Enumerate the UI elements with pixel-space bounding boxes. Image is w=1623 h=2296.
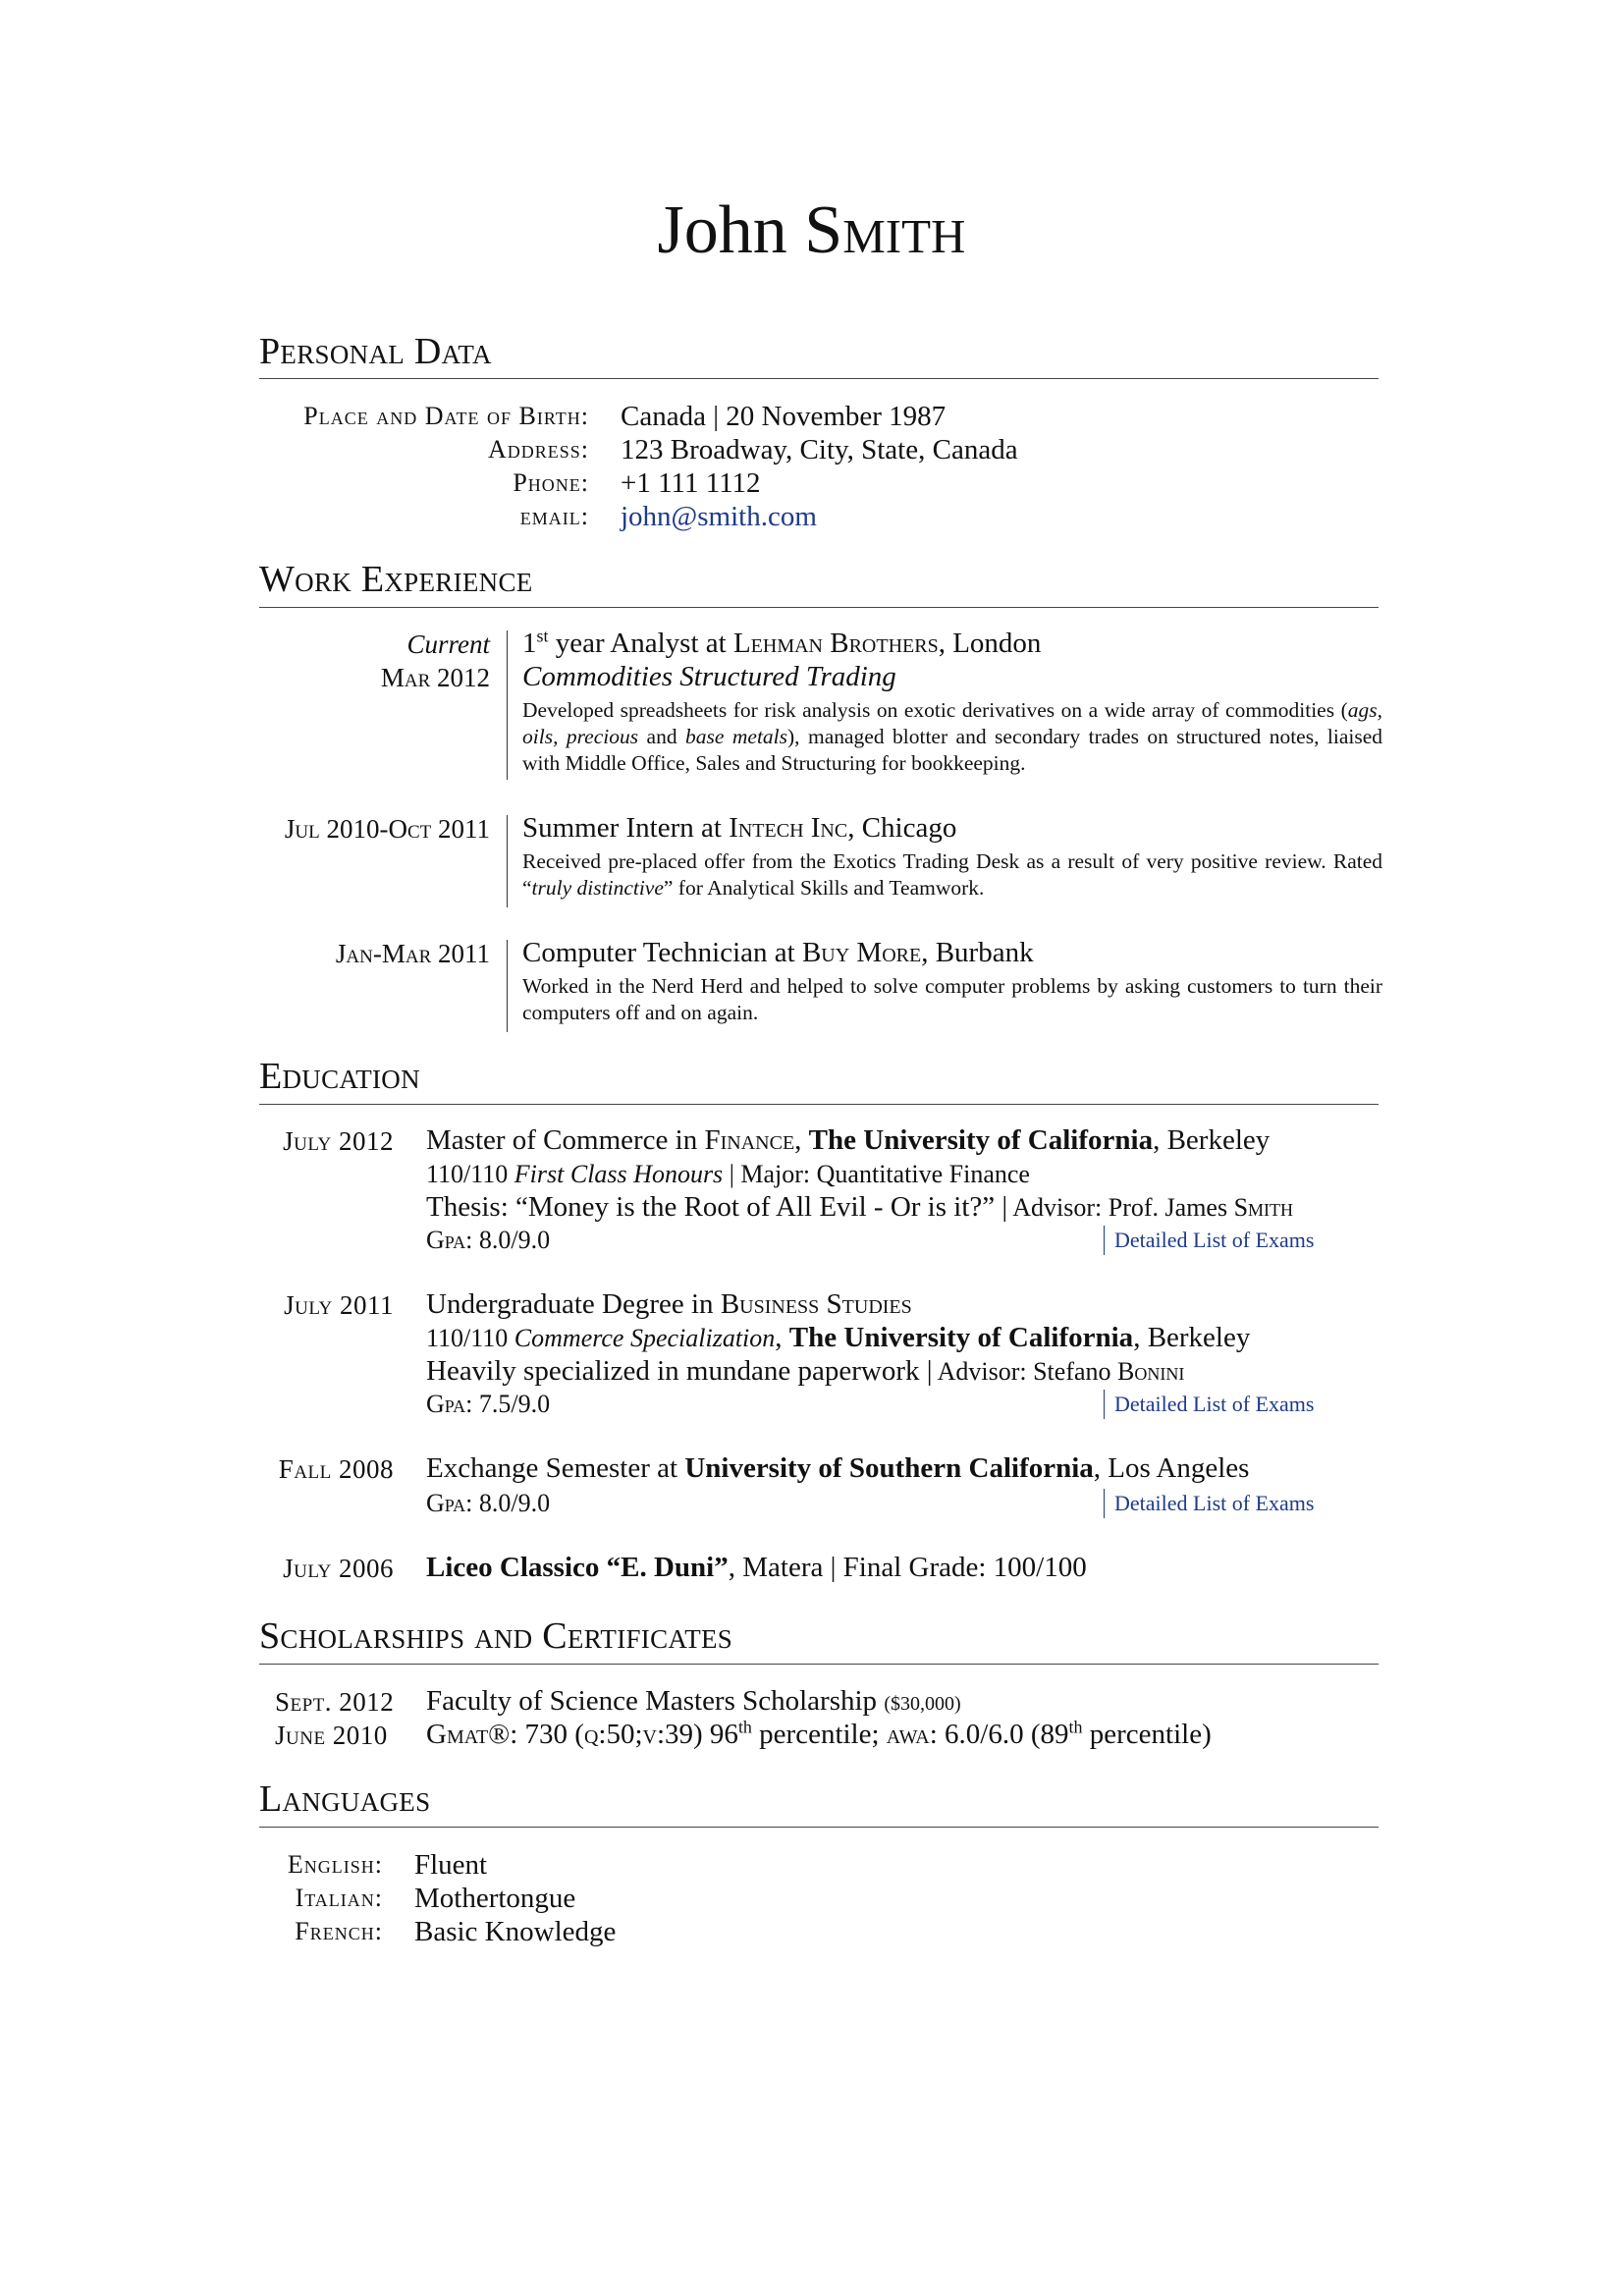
- timeline-bar: [507, 940, 508, 1032]
- job-company: Lehman Brothers: [732, 628, 939, 659]
- exams-link[interactable]: Detailed List of Exams: [1104, 1226, 1314, 1255]
- section-divider: [259, 378, 1379, 379]
- edu-degree: Undergraduate Degree in Business Studies: [426, 1288, 912, 1320]
- job-description: Developed spreadsheets for risk analysis on exotic derivatives on a wide array of commodities (ags, oils, precious and base metals), managed blotter and secondary trades on structured notes, liaised with Middle Office, Sales and Structuring for bookkeeping.: [522, 698, 1383, 775]
- job-title: Computer Technician at Buy More, Burbank: [522, 937, 1034, 968]
- section-divider: [259, 1827, 1379, 1828]
- edu-school: The University of California: [788, 1322, 1134, 1353]
- personal-label-email: email:: [519, 502, 589, 530]
- personal-label-address: Address:: [487, 435, 589, 464]
- section-divider: [259, 1104, 1379, 1105]
- edu-degree: Exchange Semester at University of Southern California, Los Angeles: [426, 1452, 1250, 1484]
- edu-date: July 2006: [283, 1554, 394, 1583]
- language-label: Italian:: [295, 1884, 383, 1912]
- section-title-education: Education: [259, 1056, 420, 1097]
- job-date: Jan-Mar 2011: [335, 939, 490, 968]
- personal-value-birth: Canada | 20 November 1987: [621, 401, 947, 432]
- edu-gpa: Gpa: 7.5/9.0: [426, 1390, 551, 1418]
- first-name: John: [657, 192, 787, 268]
- section-title-languages: Languages: [259, 1778, 431, 1820]
- language-level: Mothertongue: [414, 1883, 576, 1914]
- email-link[interactable]: john@smith.com: [621, 501, 817, 532]
- job-date: Jul 2010-Oct 2011: [284, 814, 490, 844]
- language-level: Basic Knowledge: [414, 1916, 617, 1947]
- edu-honours: 110/110 Commerce Specialization, The University of California, Berkeley: [426, 1322, 1251, 1353]
- job-subtitle: Commodities Structured Trading: [522, 661, 896, 692]
- scholarship-date: Sept. 2012: [275, 1687, 395, 1717]
- language-label: English:: [287, 1850, 383, 1879]
- language-level: Fluent: [414, 1849, 488, 1881]
- job-title: 1st year Analyst at Lehman Brothers, London: [522, 626, 1042, 659]
- edu-gpa: Gpa: 8.0/9.0: [426, 1226, 551, 1254]
- job-date-start: Mar 2012: [380, 663, 490, 692]
- personal-value-phone: +1 111 1112: [621, 467, 761, 499]
- section-divider: [259, 1664, 1379, 1665]
- timeline-bar: [507, 630, 508, 780]
- section-title-personal: Personal Data: [259, 331, 492, 372]
- personal-label-birth: Place and Date of Birth:: [303, 402, 589, 430]
- edu-date: July 2012: [283, 1126, 394, 1156]
- page-title: [0, 192, 1623, 268]
- section-title-scholarships: Scholarships and Certificates: [259, 1615, 733, 1657]
- section-divider: [259, 607, 1379, 608]
- job-description: Received pre-placed offer from the Exotics Trading Desk as a result of very positive review. Rated “truly distinctive” for Analytical Skills and Teamwork.: [522, 849, 1382, 900]
- edu-date: July 2011: [284, 1290, 394, 1320]
- scholarship-date: June 2010: [275, 1721, 388, 1750]
- edu-specialization: Heavily specialized in mundane paperwork | Advisor: Stefano Bonini: [426, 1355, 1185, 1387]
- edu-school: Liceo Classico “E. Duni”: [426, 1552, 729, 1583]
- job-date-end: Current: [406, 629, 490, 659]
- personal-label-phone: Phone:: [513, 468, 589, 497]
- edu-honours: 110/110 First Class Honours | Major: Quantitative Finance: [426, 1160, 1030, 1188]
- job-company: Intech Inc: [729, 812, 848, 844]
- exams-link[interactable]: Detailed List of Exams: [1104, 1489, 1314, 1518]
- timeline-bar: [507, 815, 508, 907]
- edu-degree: Master of Commerce in Finance, The University of California, Berkeley: [426, 1124, 1271, 1156]
- language-label: French:: [295, 1917, 383, 1945]
- edu-thesis: Thesis: “Money is the Root of All Evil - Or is it?” | Advisor: Prof. James Smith: [426, 1191, 1294, 1223]
- job-description: Worked in the Nerd Herd and helped to solve computer problems by asking customers to turn their computers off and on again.: [522, 974, 1382, 1024]
- edu-degree: Liceo Classico “E. Duni”, Matera | Final Grade: 100/100: [426, 1552, 1087, 1583]
- last-name: Smith: [804, 192, 966, 268]
- edu-school: The University of California: [808, 1124, 1154, 1156]
- personal-value-address: 123 Broadway, City, State, Canada: [621, 434, 1018, 465]
- job-title: Summer Intern at Intech Inc, Chicago: [522, 812, 957, 844]
- scholarship-text: Faculty of Science Masters Scholarship ($30,000): [426, 1685, 961, 1717]
- job-company: Buy More: [801, 937, 922, 968]
- edu-gpa: Gpa: 8.0/9.0: [426, 1489, 551, 1517]
- section-title-work: Work Experience: [259, 559, 533, 600]
- edu-date: Fall 2008: [278, 1454, 394, 1484]
- edu-school: University of Southern California: [684, 1452, 1094, 1484]
- exams-link[interactable]: Detailed List of Exams: [1104, 1390, 1314, 1419]
- certificate-text: Gmat®: 730 (q:50;v:39) 96th percentile; awa: 6.0/6.0 (89th percentile): [426, 1717, 1212, 1750]
